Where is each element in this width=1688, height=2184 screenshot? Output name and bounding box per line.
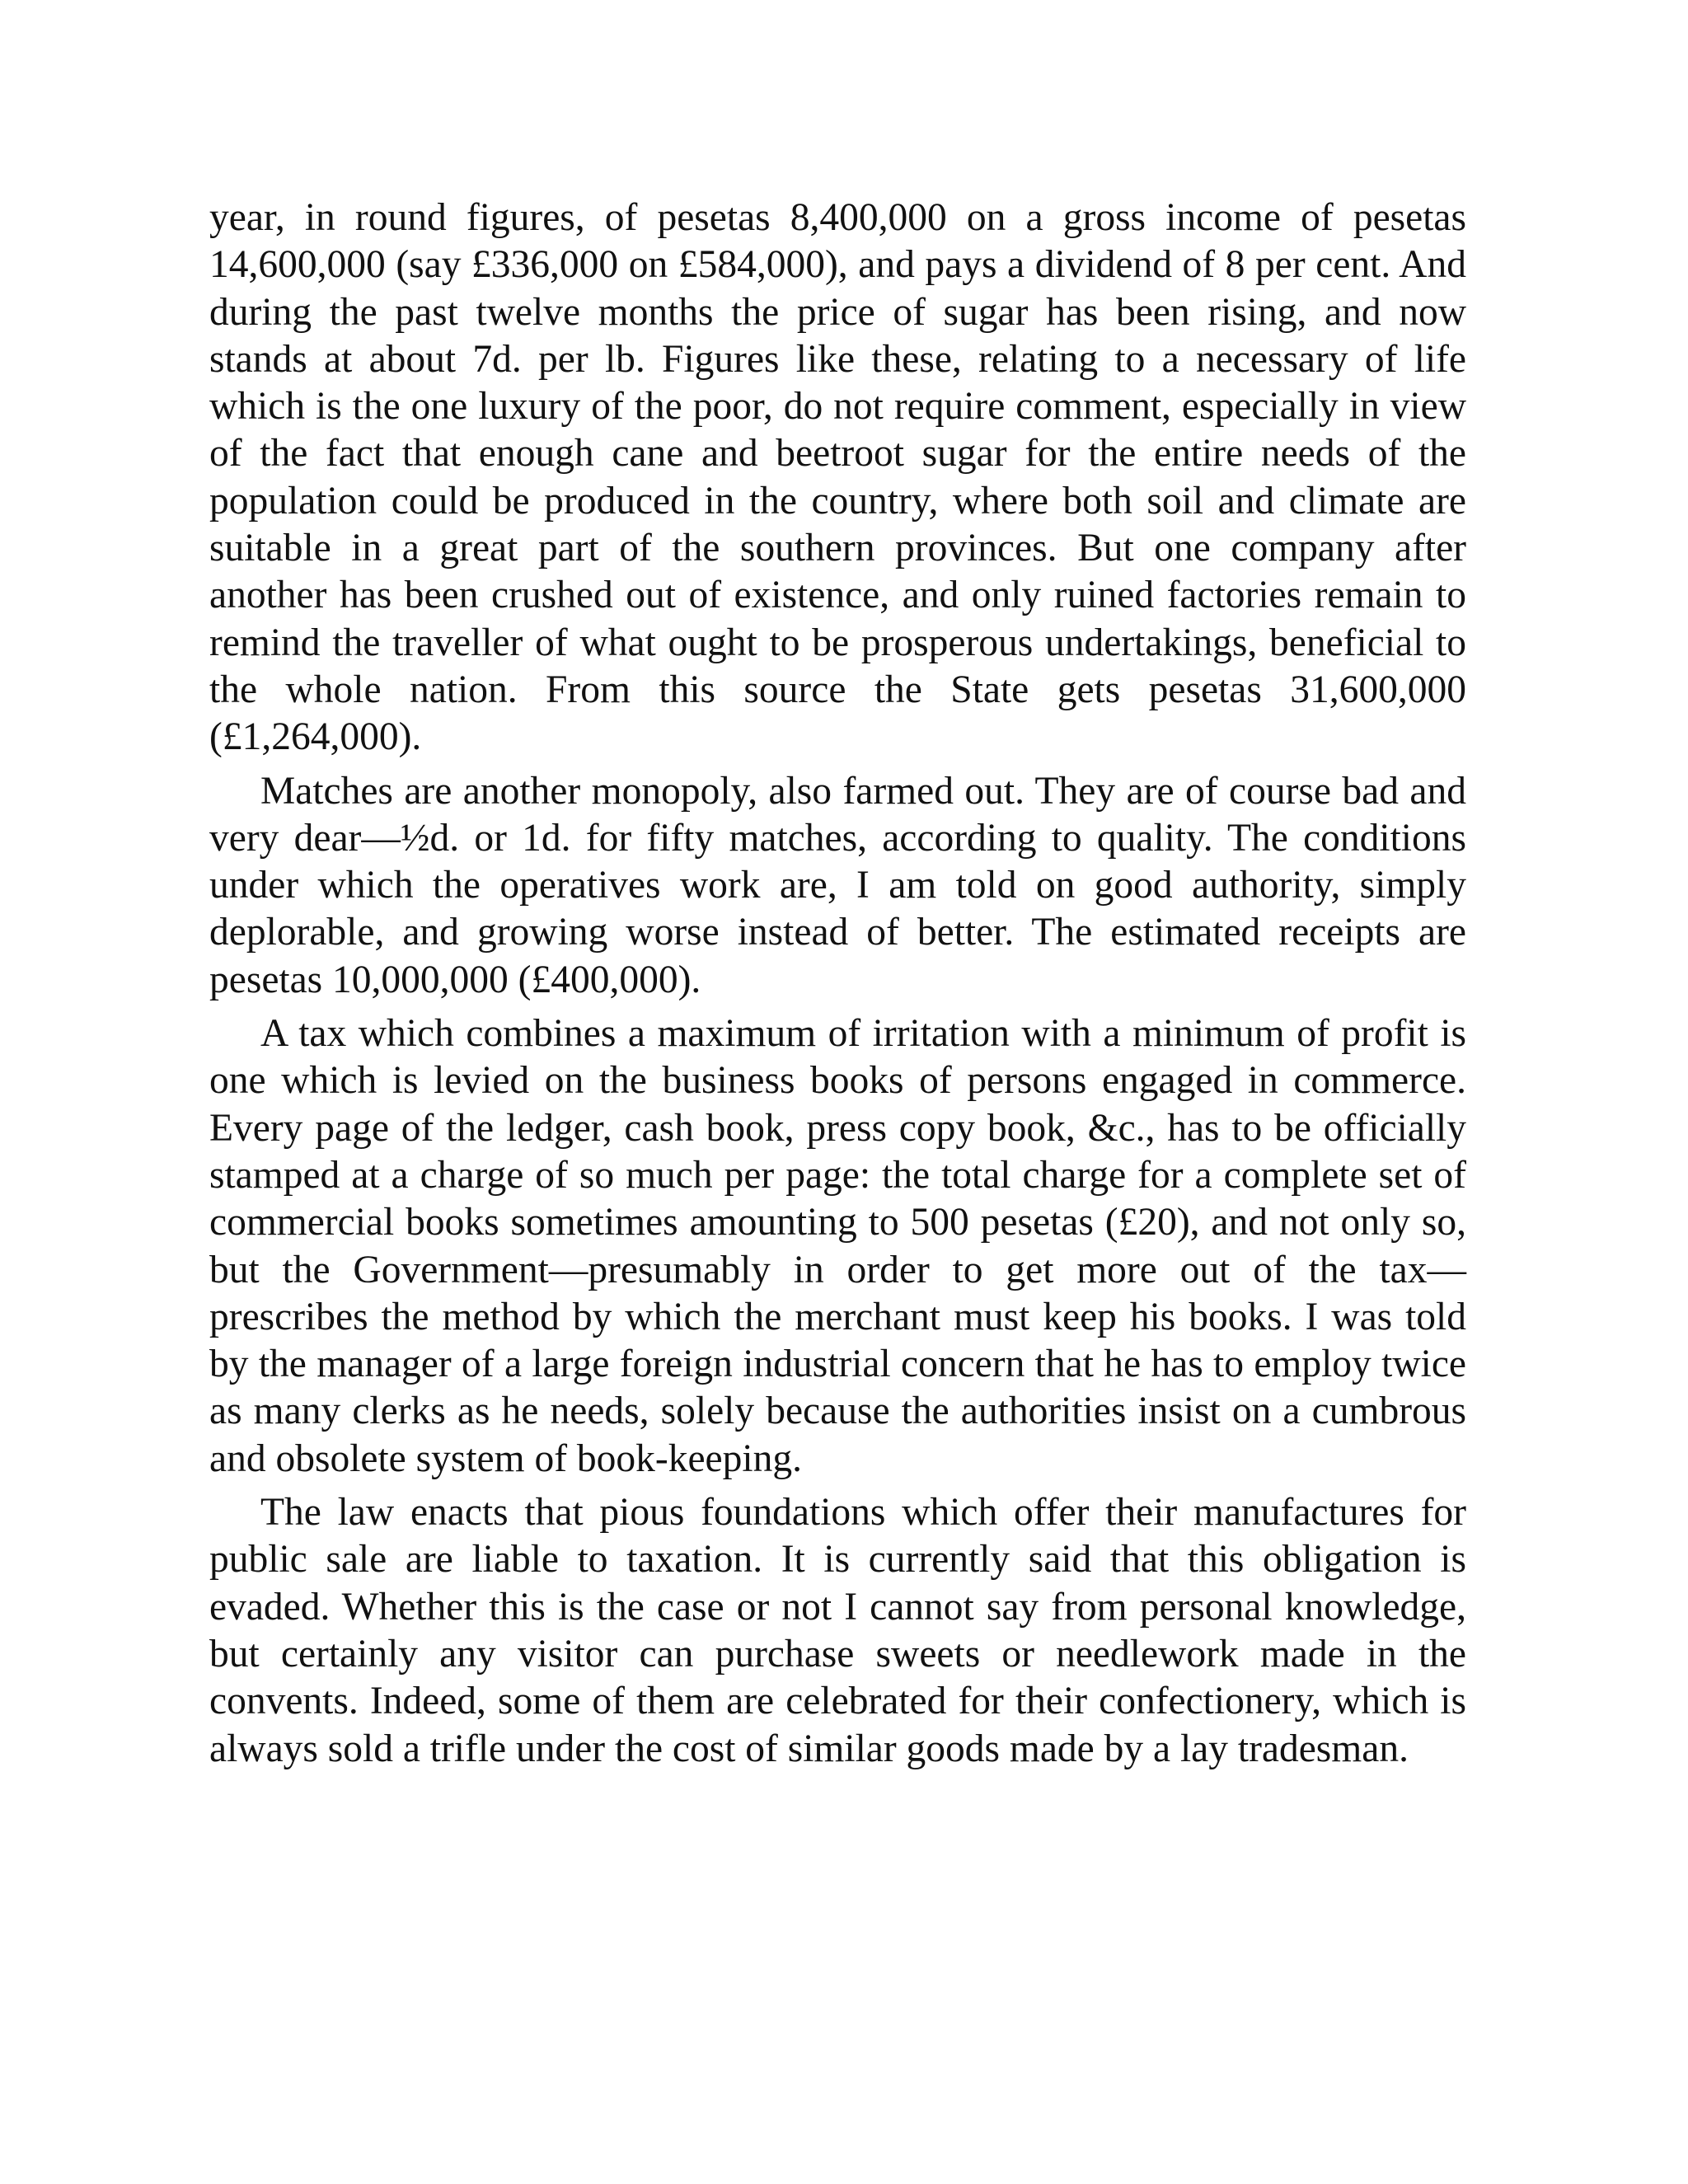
- paragraph-business-books-tax: A tax which combines a maximum of irritation with a minimum of profit is one which is levied on the business books of persons engaged in commerce. Every page of the ledger, cash book, press copy book, &c., has to be officially stamped at a charge of so much per page: the total charge for a complete set of commercial books sometimes amounting to 500 pesetas (£20), and not only so, but the Government—presumably in order to get more out of the tax—prescribes the method by which the merchant must keep his books. I was told by the manager of a large foreign industrial concern that he has to employ twice as many clerks as he needs, solely because the authorities insist on a cumbrous and obsolete system of book-keeping.: [209, 1012, 1466, 1480]
- page-body: [209, 194, 1466, 1779]
- paragraph-pious-foundations: The law enacts that pious foundations which offer their manufactures for public sale are liable to taxation. It is currently said that this obligation is evaded. Whether this is the case or not I cannot say from personal knowledge, but certainly any visitor can purchase sweets or needlework made in the convents. Indeed, some of them are celebrated for their confectionery, which is always sold a trifle under the cost of similar goods made by a lay tradesman.: [209, 1491, 1466, 1770]
- paragraph-sugar-continuation: year, in round figures, of pesetas 8,400,000 on a gross income of pesetas 14,600,000 (say £336,000 on £584,000), and pays a dividend of 8 per cent. And during the past twelve months the price of sugar has been rising, and now stands at about 7d. per lb. Figures like these, relating to a necessary of life which is the one luxury of the poor, do not require comment, especially in view of the fact that enough cane and beetroot sugar for the entire needs of the population could be produced in the country, where both soil and climate are suitable in a great part of the southern provinces. But one company after another has been crushed out of existence, and only ruined factories remain to remind the traveller of what ought to be prosperous undertakings, beneficial to the whole nation. From this source the State gets pesetas 31,600,000 (£1,264,000).: [209, 196, 1466, 759]
- paragraph-matches: Matches are another monopoly, also farmed out. They are of course bad and very dear—½d. or 1d. for fifty matches, according to quality. The conditions under which the operatives work are, I am told on good authority, simply deplorable, and growing worse instead of better. The estimated receipts are pesetas 10,000,000 (£400,000).: [209, 769, 1466, 1001]
